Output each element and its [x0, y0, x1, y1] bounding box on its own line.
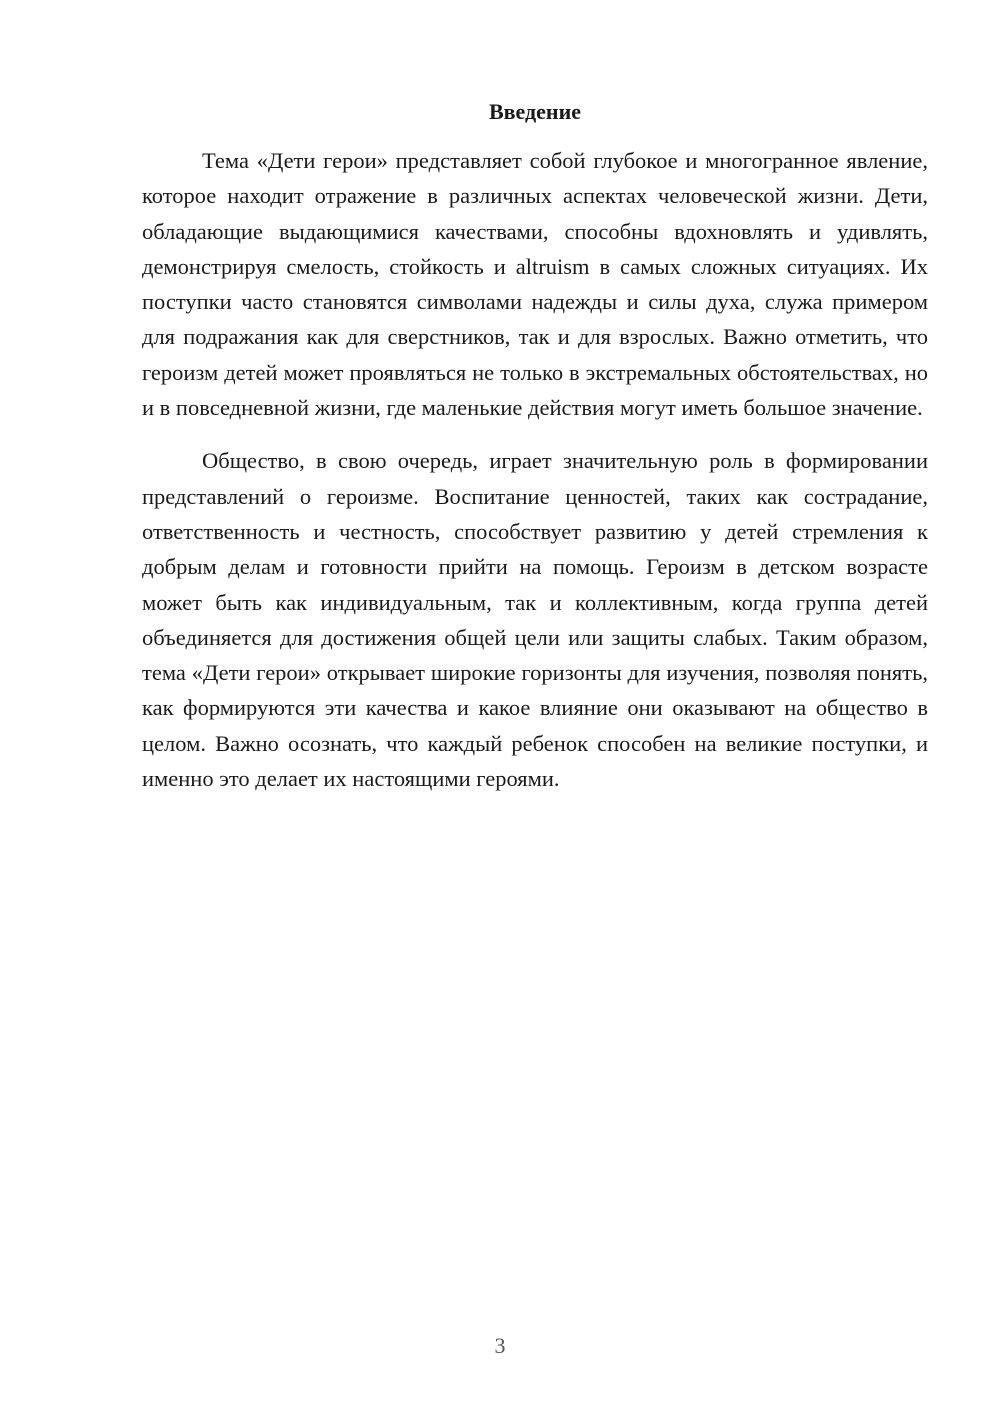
paragraph-2: Общество, в свою очередь, играет значительную роль в формировании представлений о героизме. Воспитание ценностей, таких как сострадание, ответственность и честность, способствует развитию у детей стремления к добрым делам и готовности прийти на помощь. Героизм в детском возрасте может быть как индивидуальным, так и коллективным, когда группа детей объединяется для достижения общей цели или защиты слабых. Таким образом, тема «Дети герои» открывает широкие горизонты для изучения, позволяя понять, как формируются эти качества и какое влияние они оказывают на общество в целом. Важно осознать, что каждый ребенок способен на великие поступки, и именно это делает их настоящими героями. [142, 448, 928, 792]
section-title: Введение [488, 99, 582, 124]
body-text [142, 143, 928, 796]
paragraph-1: Тема «Дети герои» представляет собой глубокое и многогранное явление, которое находит отражение в различных аспектах человеческой жизни. Дети, обладающие выдающимися качествами, способны вдохновлять и удивлять, демонстрируя смелость, стойкость и altruism в самых сложных ситуациях. Их поступки часто становятся символами надежды и силы духа, служа примером для подражания как для сверстников, так и для взрослых. Важно отметить, что героизм детей может проявляться не только в экстремальных обстоятельствах, но и в повседневной жизни, где маленькие действия могут иметь большое значение. [142, 148, 928, 421]
page-number: 3 [494, 1333, 506, 1358]
